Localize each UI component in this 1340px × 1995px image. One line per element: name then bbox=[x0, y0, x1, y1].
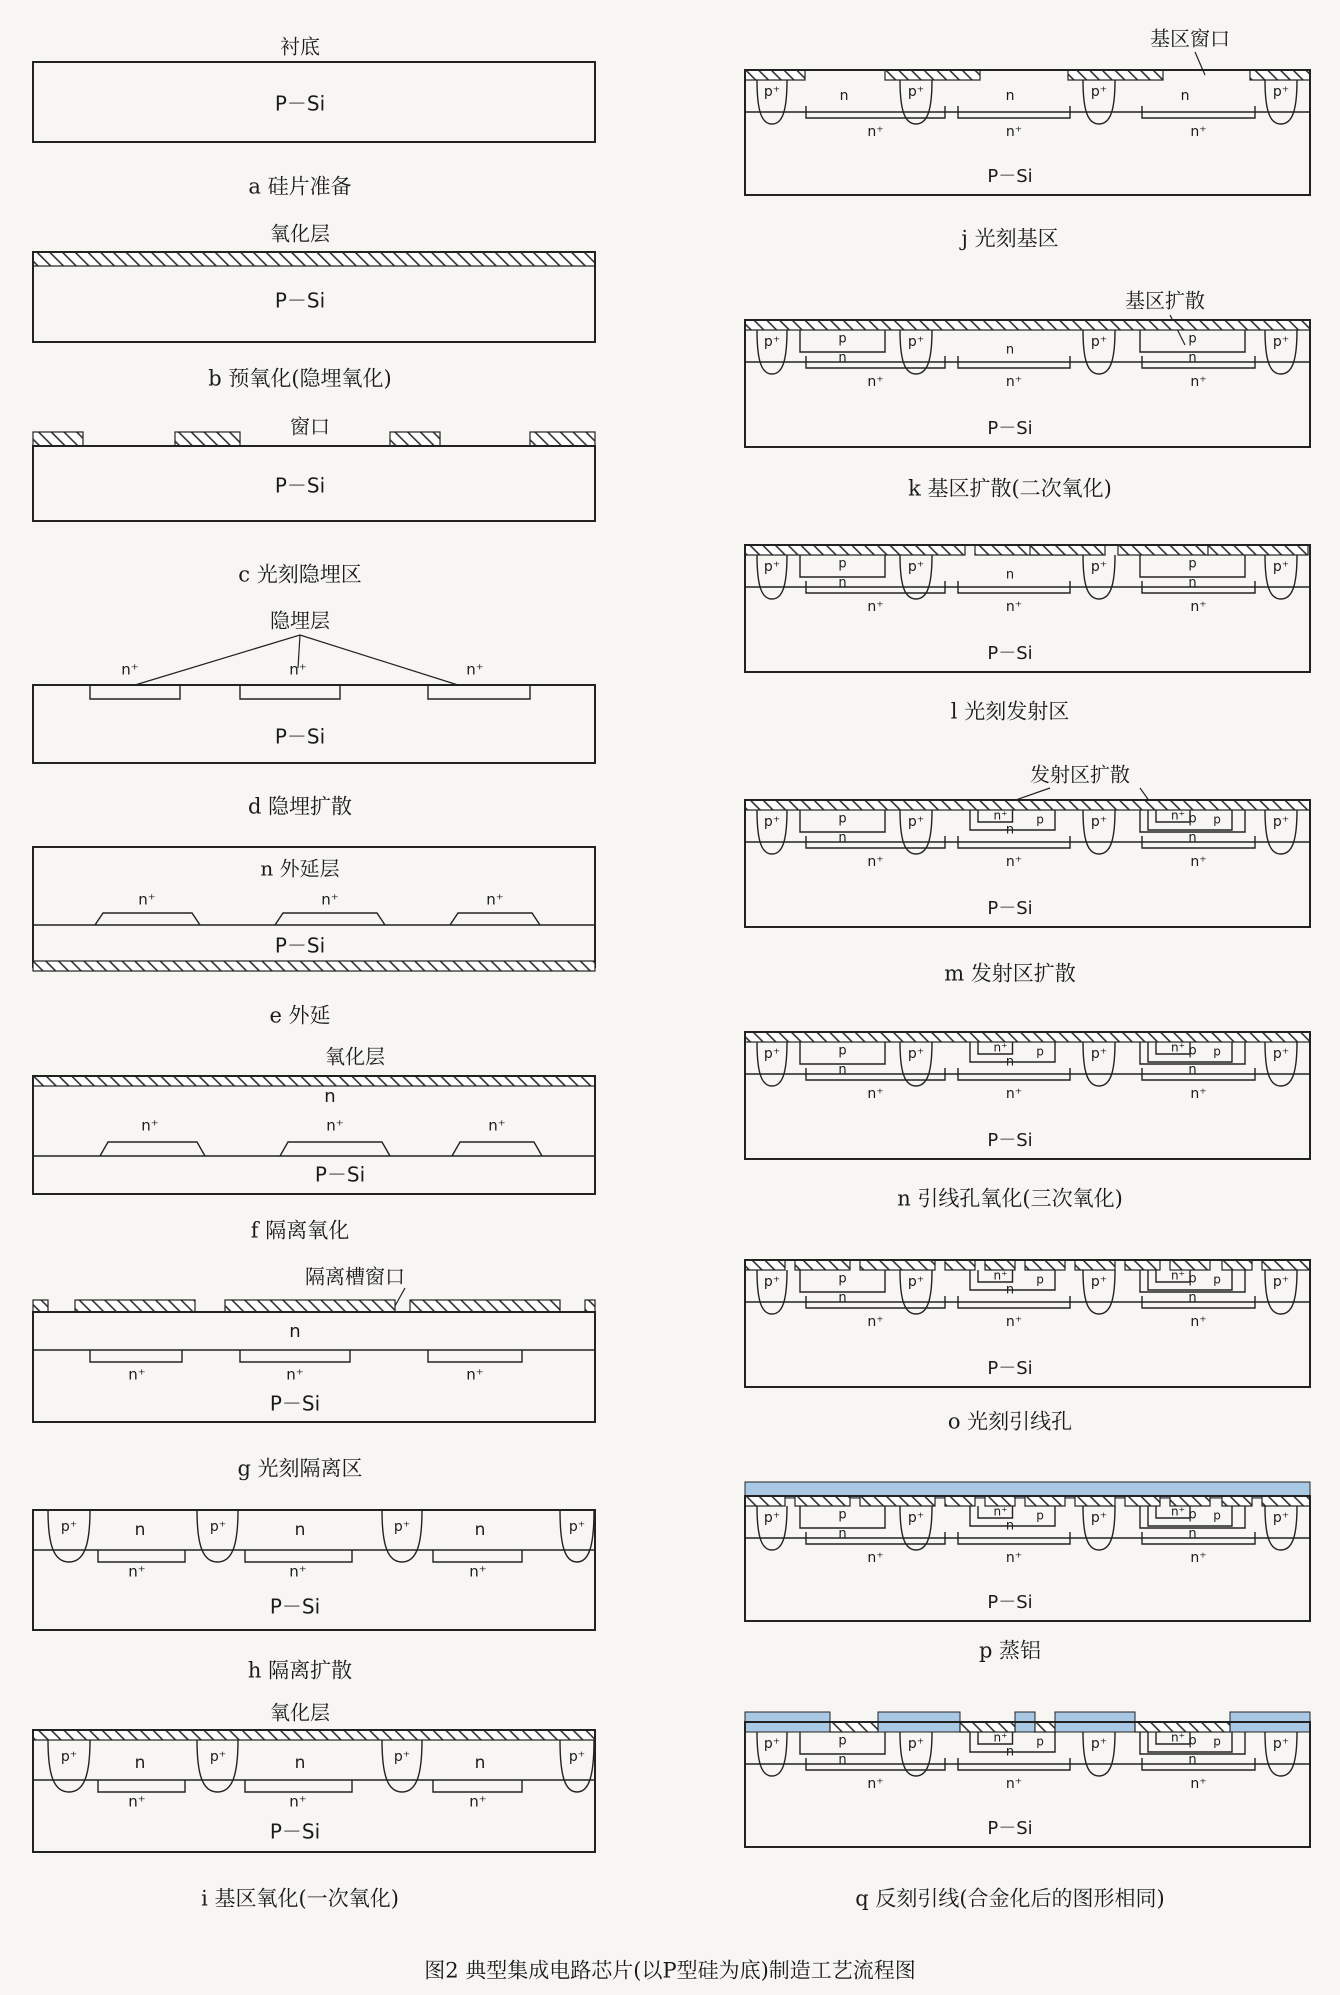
p-plus-label: p⁺ bbox=[1272, 334, 1290, 350]
oxide-annotation: 氧化层 bbox=[325, 1044, 385, 1069]
substrate-label: P－Si bbox=[274, 724, 326, 749]
buried-layer bbox=[433, 1780, 522, 1792]
step-e bbox=[33, 847, 595, 1028]
buried-layer bbox=[245, 1550, 352, 1562]
n-region-label: n bbox=[134, 1520, 146, 1540]
n-region-label: n bbox=[324, 1086, 336, 1107]
n-plus-label: n⁺ bbox=[1190, 1776, 1207, 1792]
oxide-mask bbox=[1222, 1260, 1252, 1270]
oxide-mask bbox=[1068, 70, 1163, 80]
p-plus-label: p⁺ bbox=[1272, 84, 1290, 100]
oxide-mask bbox=[585, 1300, 595, 1312]
substrate-label: P－Si bbox=[987, 1358, 1033, 1379]
p-base-label: p bbox=[1188, 1507, 1197, 1523]
n-region-label: n bbox=[1188, 1526, 1197, 1542]
emitter-label: n⁺ bbox=[1171, 1268, 1185, 1283]
substrate-label: P－Si bbox=[274, 473, 326, 498]
n-plus-label: n⁺ bbox=[486, 890, 504, 909]
n-region-label: n bbox=[839, 88, 849, 104]
oxide-mask bbox=[1222, 1496, 1252, 1506]
p-base-label: p bbox=[1213, 812, 1221, 827]
oxide-mask bbox=[860, 1496, 935, 1506]
p-plus-label: p⁺ bbox=[763, 1510, 781, 1526]
window-annotation: 窗口 bbox=[290, 414, 330, 439]
n-region-label: n bbox=[838, 830, 847, 846]
step-i bbox=[33, 1701, 595, 1911]
n-plus-label: n⁺ bbox=[867, 1314, 884, 1330]
substrate-label: P－Si bbox=[269, 1819, 321, 1844]
p-base-label: p bbox=[1036, 812, 1044, 827]
n-region-label: n bbox=[1188, 1062, 1197, 1078]
p-base-label: p bbox=[1188, 811, 1197, 827]
p-plus-label: p⁺ bbox=[763, 1736, 781, 1752]
step-l bbox=[745, 545, 1310, 724]
n-region-label: n bbox=[134, 1753, 146, 1773]
substrate-label: P－Si bbox=[987, 166, 1033, 187]
oxide-mask bbox=[1030, 545, 1105, 555]
p-plus-label: p⁺ bbox=[907, 1046, 925, 1062]
buried-layer bbox=[450, 913, 540, 925]
p-plus-label: p⁺ bbox=[1090, 1274, 1108, 1290]
figure-caption bbox=[424, 1959, 916, 1983]
step-h bbox=[33, 1510, 595, 1683]
p-plus-label: p⁺ bbox=[1272, 1510, 1290, 1526]
base-window-annotation: 基区窗口 bbox=[1150, 26, 1230, 51]
p-plus-label: p⁺ bbox=[1090, 1046, 1108, 1062]
step-b bbox=[33, 222, 595, 391]
p-base-label: p bbox=[838, 556, 847, 572]
p-base-label: p bbox=[1188, 1271, 1197, 1287]
oxide-mask bbox=[390, 432, 440, 446]
n-region-label: n bbox=[1005, 88, 1015, 104]
oxide-mask bbox=[745, 1496, 785, 1506]
substrate-label: P－Si bbox=[314, 1162, 366, 1187]
n-region-label: n bbox=[838, 1290, 847, 1306]
p-plus-label: p⁺ bbox=[1272, 559, 1290, 575]
p-plus-label: p⁺ bbox=[1090, 559, 1108, 575]
emitter-label: n⁺ bbox=[993, 1268, 1008, 1283]
step-k bbox=[745, 289, 1310, 501]
p-plus-isolation bbox=[382, 1740, 422, 1792]
n-region-label: n bbox=[838, 1062, 847, 1078]
buried-layer bbox=[95, 913, 200, 925]
buried-layer bbox=[428, 685, 530, 699]
buried-layer bbox=[240, 685, 340, 699]
p-base-label: p bbox=[1188, 1043, 1197, 1059]
n-plus-label: n⁺ bbox=[289, 1792, 307, 1811]
buried-layer bbox=[98, 1780, 185, 1792]
n-plus-label: n⁺ bbox=[867, 374, 884, 390]
step-caption: q 反刻引线(合金化后的图形相同) bbox=[855, 1886, 1165, 1911]
oxide-mask bbox=[1118, 545, 1208, 555]
emitter-label: n⁺ bbox=[1171, 1504, 1185, 1519]
buried-layer bbox=[452, 1142, 542, 1156]
substrate-label: P－Si bbox=[269, 1391, 321, 1416]
n-region-label: n bbox=[1188, 1752, 1197, 1768]
epi-annotation: n 外延层 bbox=[260, 856, 340, 881]
oxide-mask bbox=[1125, 1260, 1160, 1270]
backside-oxide bbox=[33, 961, 595, 971]
n-region-label: n bbox=[474, 1520, 486, 1540]
n-plus-label: n⁺ bbox=[488, 1116, 506, 1135]
oxide-mask bbox=[795, 1260, 850, 1270]
step-caption: k 基区扩散(二次氧化) bbox=[908, 476, 1112, 501]
p-plus-label: p⁺ bbox=[1272, 1046, 1290, 1062]
step-caption: h 隔离扩散 bbox=[247, 1658, 353, 1683]
n-plus-label: n⁺ bbox=[1190, 854, 1207, 870]
substrate-label: P－Si bbox=[274, 91, 326, 116]
p-base-label: p bbox=[838, 1733, 847, 1749]
p-base-label: p bbox=[1213, 1044, 1221, 1059]
n-plus-label: n⁺ bbox=[466, 660, 484, 679]
n-region-label: n bbox=[838, 350, 847, 366]
leader-line bbox=[1195, 52, 1205, 75]
n-region-label: n bbox=[294, 1520, 306, 1540]
oxide-layer bbox=[33, 1730, 595, 1740]
oxide-mask bbox=[795, 1496, 850, 1506]
p-base-label: p bbox=[1036, 1044, 1044, 1059]
oxide-mask bbox=[1025, 1496, 1065, 1506]
step-j bbox=[745, 27, 1310, 251]
n-plus-label: n⁺ bbox=[1005, 374, 1023, 390]
n-plus-label: n⁺ bbox=[128, 1365, 146, 1384]
oxide-annotation: 氧化层 bbox=[270, 1700, 330, 1725]
n-plus-label: n⁺ bbox=[867, 854, 884, 870]
oxide-mask bbox=[1035, 1722, 1055, 1732]
p-plus-isolation bbox=[560, 1740, 594, 1792]
substrate-label: P－Si bbox=[987, 643, 1033, 664]
emitter-label: n⁺ bbox=[1171, 808, 1185, 823]
n-region-label: n bbox=[1005, 822, 1015, 838]
p-plus-label: p⁺ bbox=[907, 814, 925, 830]
p-base-label: p bbox=[838, 1271, 847, 1287]
step-caption: e 外延 bbox=[269, 1003, 331, 1028]
p-plus-label: p⁺ bbox=[60, 1749, 78, 1765]
oxide-mask bbox=[75, 1300, 195, 1312]
p-base-label: p bbox=[838, 1507, 847, 1523]
n-plus-label: n⁺ bbox=[1190, 374, 1207, 390]
n-plus-label: n⁺ bbox=[286, 1365, 304, 1384]
n-plus-label: n⁺ bbox=[128, 1792, 146, 1811]
figure-caption-text: 图2 典型集成电路芯片(以P型硅为底)制造工艺流程图 bbox=[424, 1958, 916, 1983]
step-caption: j 光刻基区 bbox=[961, 226, 1059, 251]
p-plus-label: p⁺ bbox=[763, 84, 781, 100]
n-plus-label: n⁺ bbox=[469, 1792, 487, 1811]
p-plus-isolation bbox=[382, 1510, 422, 1562]
p-plus-label: p⁺ bbox=[1272, 1736, 1290, 1752]
oxide-layer bbox=[33, 252, 595, 266]
p-plus-label: p⁺ bbox=[1272, 814, 1290, 830]
substrate-annotation: 衬底 bbox=[280, 34, 320, 59]
emitter-label: n⁺ bbox=[1171, 1040, 1185, 1055]
p-base-label: p bbox=[1188, 331, 1197, 347]
p-plus-label: p⁺ bbox=[763, 814, 781, 830]
oxide-mask bbox=[885, 70, 980, 80]
p-plus-label: p⁺ bbox=[568, 1749, 586, 1765]
n-plus-label: n⁺ bbox=[1005, 854, 1023, 870]
p-plus-label: p⁺ bbox=[209, 1519, 227, 1535]
n-plus-label: n⁺ bbox=[326, 1116, 344, 1135]
n-plus-label: n⁺ bbox=[1190, 1086, 1207, 1102]
n-plus-label: n⁺ bbox=[1190, 124, 1207, 140]
n-region-label: n bbox=[1188, 350, 1197, 366]
n-plus-label: n⁺ bbox=[867, 1086, 884, 1102]
p-plus-isolation bbox=[197, 1510, 238, 1562]
oxide-mask bbox=[1262, 1496, 1310, 1506]
step-caption: o 光刻引线孔 bbox=[947, 1409, 1073, 1434]
buried-layer bbox=[433, 1550, 522, 1562]
substrate-label: P－Si bbox=[274, 933, 326, 958]
p-plus-label: p⁺ bbox=[1090, 84, 1108, 100]
oxide-mask bbox=[945, 1496, 975, 1506]
emitter-label: n⁺ bbox=[993, 808, 1008, 823]
n-region-label: n bbox=[1005, 567, 1015, 583]
n-region-label: n bbox=[838, 1526, 847, 1542]
emitter-diffusion-annotation: 发射区扩散 bbox=[1030, 762, 1130, 787]
oxide-annotation: 氧化层 bbox=[270, 221, 330, 246]
step-caption: l 光刻发射区 bbox=[950, 699, 1070, 724]
p-plus-label: p⁺ bbox=[1090, 334, 1108, 350]
leader-line bbox=[395, 1288, 405, 1306]
p-plus-label: p⁺ bbox=[1090, 814, 1108, 830]
oxide-mask bbox=[1025, 1260, 1065, 1270]
p-plus-label: p⁺ bbox=[393, 1749, 411, 1765]
n-region-label: n bbox=[838, 1752, 847, 1768]
p-plus-isolation bbox=[560, 1510, 594, 1562]
n-region-label: n bbox=[1005, 1054, 1015, 1070]
step-q bbox=[745, 1712, 1310, 1911]
step-f bbox=[33, 1045, 595, 1243]
n-plus-label: n⁺ bbox=[469, 1562, 487, 1581]
n-region-label: n bbox=[294, 1753, 306, 1773]
leader-line bbox=[135, 635, 300, 685]
n-plus-label: n⁺ bbox=[141, 1116, 159, 1135]
p-plus-isolation bbox=[48, 1510, 90, 1562]
p-plus-isolation bbox=[48, 1740, 90, 1792]
n-plus-label: n⁺ bbox=[128, 1562, 146, 1581]
n-plus-label: n⁺ bbox=[1005, 1776, 1023, 1792]
p-base-label: p bbox=[1036, 1272, 1044, 1287]
n-plus-label: n⁺ bbox=[867, 1550, 884, 1566]
emitter-label: n⁺ bbox=[993, 1040, 1008, 1055]
p-base-label: p bbox=[1213, 1734, 1221, 1749]
n-region-label: n bbox=[1005, 1518, 1015, 1534]
oxide-mask bbox=[1250, 70, 1310, 80]
buried-layer bbox=[90, 685, 180, 699]
n-region-label: n bbox=[1180, 88, 1190, 104]
p-base-label: p bbox=[1036, 1508, 1044, 1523]
substrate-label: P－Si bbox=[269, 1594, 321, 1619]
p-plus-label: p⁺ bbox=[393, 1519, 411, 1535]
n-region-label: n bbox=[1188, 575, 1197, 591]
p-plus-label: p⁺ bbox=[763, 1046, 781, 1062]
n-region-label: n bbox=[838, 575, 847, 591]
oxide-layer bbox=[745, 800, 1310, 810]
p-plus-label: p⁺ bbox=[1272, 1274, 1290, 1290]
p-plus-label: p⁺ bbox=[907, 559, 925, 575]
p-plus-label: p⁺ bbox=[60, 1519, 78, 1535]
n-plus-label: n⁺ bbox=[121, 660, 139, 679]
oxide-mask bbox=[33, 432, 83, 446]
step-caption: a 硅片准备 bbox=[248, 174, 352, 199]
buried-layer bbox=[98, 1550, 185, 1562]
n-plus-label: n⁺ bbox=[289, 1562, 307, 1581]
substrate-label: P－Si bbox=[987, 898, 1033, 919]
emitter-label: n⁺ bbox=[993, 1504, 1008, 1519]
buried-layer bbox=[245, 1780, 352, 1792]
p-plus-label: p⁺ bbox=[763, 334, 781, 350]
oxide-mask bbox=[33, 1300, 48, 1312]
n-plus-label: n⁺ bbox=[1190, 1550, 1207, 1566]
substrate-label: P－Si bbox=[987, 1130, 1033, 1151]
step-caption: g 光刻隔离区 bbox=[237, 1456, 363, 1481]
step-caption: d 隐埋扩散 bbox=[247, 794, 353, 819]
p-plus-label: p⁺ bbox=[1090, 1736, 1108, 1752]
n-region-label: n bbox=[1005, 1744, 1015, 1760]
step-o bbox=[745, 1260, 1310, 1434]
step-m bbox=[745, 763, 1310, 986]
oxide-mask bbox=[410, 1300, 560, 1312]
oxide-mask bbox=[745, 545, 965, 555]
oxide-mask bbox=[175, 432, 240, 446]
step-caption: m 发射区扩散 bbox=[944, 961, 1076, 986]
n-plus-label: n⁺ bbox=[867, 599, 884, 615]
oxide-mask bbox=[1125, 1496, 1160, 1506]
n-plus-label: n⁺ bbox=[867, 1776, 884, 1792]
buried-layer bbox=[90, 1350, 182, 1362]
step-p bbox=[745, 1482, 1310, 1663]
oxide-layer bbox=[745, 1032, 1310, 1042]
buried-layer bbox=[100, 1142, 205, 1156]
p-plus-label: p⁺ bbox=[907, 1274, 925, 1290]
base-diffusion-annotation: 基区扩散 bbox=[1125, 288, 1205, 313]
n-plus-label: n⁺ bbox=[138, 890, 156, 909]
step-caption: c 光刻隐埋区 bbox=[238, 562, 362, 587]
n-region-label: n bbox=[1005, 342, 1015, 358]
p-base-label: p bbox=[1213, 1272, 1221, 1287]
substrate-label: P－Si bbox=[987, 418, 1033, 439]
oxide-layer bbox=[33, 1076, 595, 1086]
n-region-label: n bbox=[474, 1753, 486, 1773]
n-region-label: n bbox=[1005, 1282, 1015, 1298]
p-plus-label: p⁺ bbox=[763, 1274, 781, 1290]
emitter-label: n⁺ bbox=[993, 1730, 1008, 1745]
p-base-label: p bbox=[1188, 1733, 1197, 1749]
step-d bbox=[33, 609, 595, 819]
n-region-label: n bbox=[289, 1321, 301, 1342]
p-plus-label: p⁺ bbox=[907, 1510, 925, 1526]
n-plus-label: n⁺ bbox=[1005, 124, 1023, 140]
p-base-label: p bbox=[1188, 556, 1197, 572]
step-caption: b 预氧化(隐埋氧化) bbox=[208, 366, 392, 391]
buried-layer bbox=[240, 1350, 350, 1362]
step-g bbox=[33, 1265, 595, 1481]
substrate-label: P－Si bbox=[274, 288, 326, 313]
step-c bbox=[33, 415, 595, 587]
p-plus-label: p⁺ bbox=[763, 559, 781, 575]
n-plus-label: n⁺ bbox=[1005, 1314, 1023, 1330]
emitter-label: n⁺ bbox=[1171, 1730, 1185, 1745]
p-plus-label: p⁺ bbox=[209, 1749, 227, 1765]
p-plus-label: p⁺ bbox=[907, 84, 925, 100]
p-plus-label: p⁺ bbox=[568, 1519, 586, 1535]
p-plus-isolation bbox=[197, 1740, 238, 1792]
step-caption: f 隔离氧化 bbox=[250, 1218, 350, 1243]
n-plus-label: n⁺ bbox=[1005, 599, 1023, 615]
p-plus-label: p⁺ bbox=[907, 334, 925, 350]
p-base-label: p bbox=[1213, 1508, 1221, 1523]
n-plus-label: n⁺ bbox=[466, 1365, 484, 1384]
oxide-mask bbox=[745, 1260, 785, 1270]
oxide-mask bbox=[945, 1260, 975, 1270]
n-plus-label: n⁺ bbox=[1005, 1550, 1023, 1566]
n-plus-label: n⁺ bbox=[1005, 1086, 1023, 1102]
buried-layer bbox=[280, 1142, 390, 1156]
step-caption: i 基区氧化(一次氧化) bbox=[201, 1886, 399, 1911]
oxide-mask bbox=[1262, 1260, 1310, 1270]
oxide-mask bbox=[1075, 1496, 1115, 1506]
oxide-mask bbox=[830, 1722, 878, 1732]
p-plus-label: p⁺ bbox=[907, 1736, 925, 1752]
oxide-mask bbox=[225, 1300, 395, 1312]
n-plus-label: n⁺ bbox=[1190, 1314, 1207, 1330]
n-plus-label: n⁺ bbox=[289, 660, 307, 679]
oxide-mask bbox=[860, 1260, 935, 1270]
oxide-mask bbox=[745, 70, 805, 80]
n-region-label: n bbox=[1188, 830, 1197, 846]
isolation-window-annotation: 隔离槽窗口 bbox=[305, 1264, 405, 1289]
p-base-label: p bbox=[838, 1043, 847, 1059]
step-a bbox=[33, 35, 595, 199]
p-base-label: p bbox=[838, 811, 847, 827]
oxide-mask bbox=[1075, 1260, 1115, 1270]
oxide-mask bbox=[530, 432, 595, 446]
buried-layer bbox=[275, 913, 385, 925]
buried-layer-annotation: 隐埋层 bbox=[270, 608, 330, 633]
n-plus-label: n⁺ bbox=[867, 124, 884, 140]
p-base-label: p bbox=[1036, 1734, 1044, 1749]
p-plus-label: p⁺ bbox=[1090, 1510, 1108, 1526]
p-base-label: p bbox=[838, 331, 847, 347]
leader-line bbox=[300, 635, 458, 685]
n-plus-label: n⁺ bbox=[321, 890, 339, 909]
oxide-mask bbox=[1208, 545, 1308, 555]
oxide-layer bbox=[745, 320, 1310, 330]
buried-layer bbox=[428, 1350, 522, 1362]
step-n bbox=[745, 1032, 1310, 1211]
substrate-label: P－Si bbox=[987, 1818, 1033, 1839]
substrate-label: P－Si bbox=[987, 1592, 1033, 1613]
n-region-label: n bbox=[1188, 1290, 1197, 1306]
step-caption: p 蒸铝 bbox=[978, 1638, 1042, 1663]
step-caption: n 引线孔氧化(三次氧化) bbox=[897, 1186, 1123, 1211]
n-plus-label: n⁺ bbox=[1190, 599, 1207, 615]
